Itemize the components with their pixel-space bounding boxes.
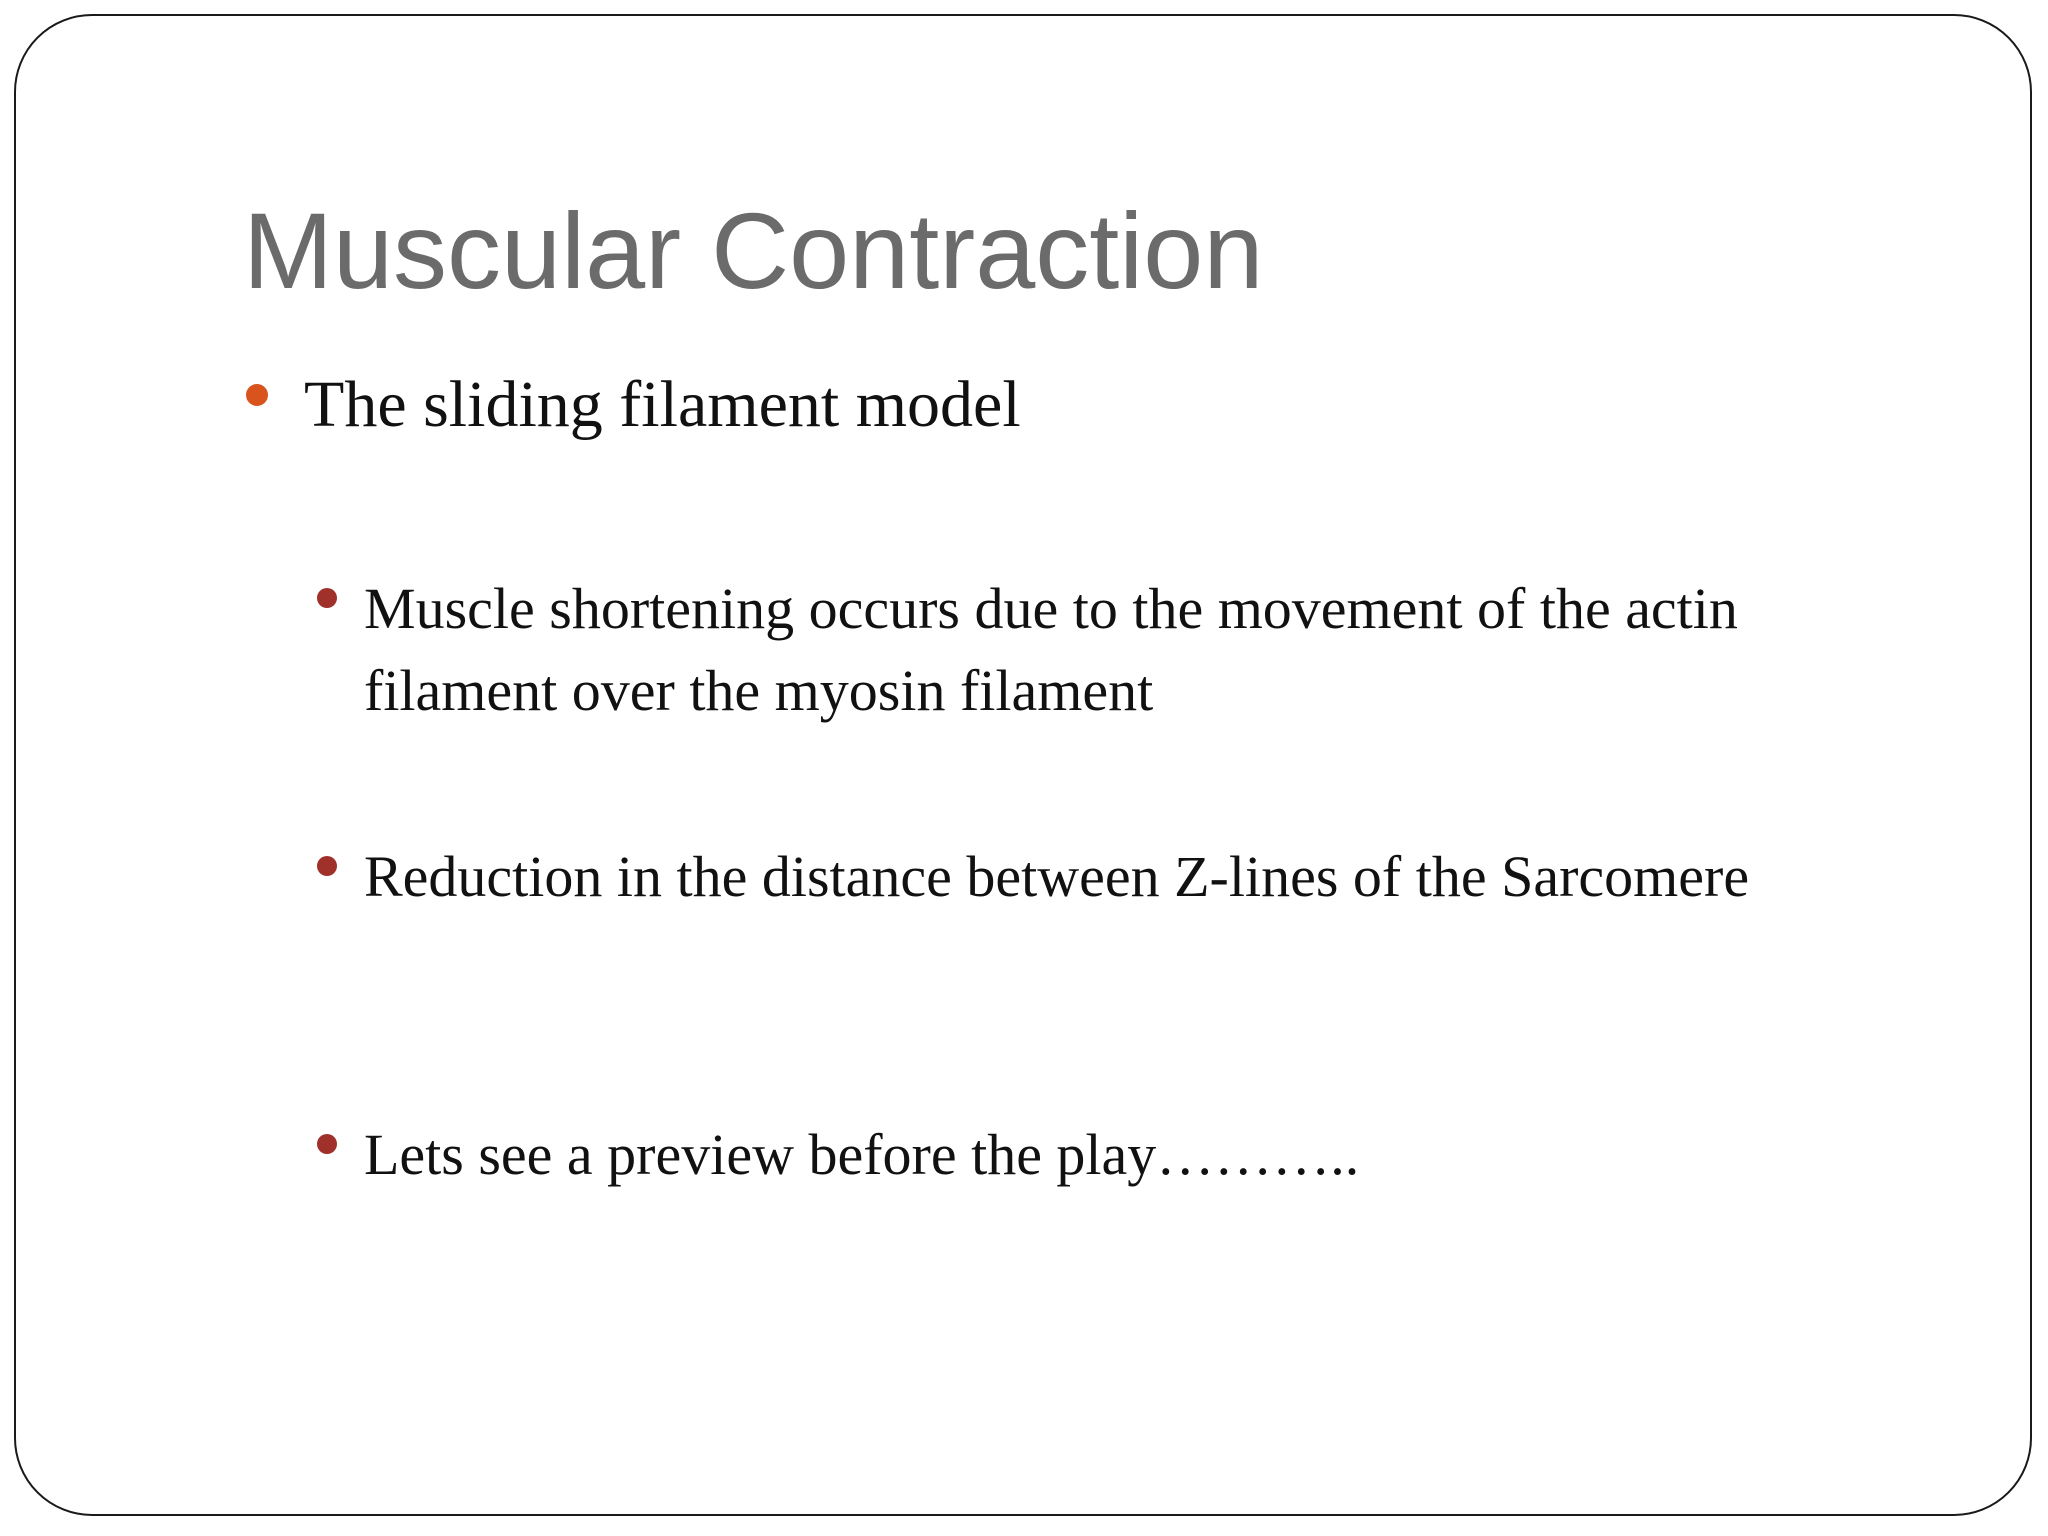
sub-bullet-preview — [317, 1114, 1877, 1196]
slide-frame — [14, 14, 2032, 1516]
sub-bullet-text: Lets see a preview before the play……….. — [364, 1122, 1360, 1187]
slide-title: Muscular Contraction — [243, 190, 1264, 311]
sub-bullet-dot-icon — [317, 1134, 337, 1154]
sub-bullet-z-lines — [317, 836, 1877, 918]
sub-bullet-text: Muscle shortening occurs due to the movement of the actin filament over the myosin filament — [364, 576, 1738, 724]
sub-bullet-dot-icon — [317, 588, 337, 608]
bullet-dot-icon — [246, 384, 268, 406]
bullet-text: The sliding filament model — [304, 368, 1021, 441]
sub-bullet-muscle-shortening — [317, 568, 1877, 733]
bullet-sliding-filament-model — [246, 366, 1021, 444]
sub-bullet-text: Reduction in the distance between Z-lines of the Sarcomere — [364, 844, 1750, 909]
sub-bullet-dot-icon — [317, 856, 337, 876]
